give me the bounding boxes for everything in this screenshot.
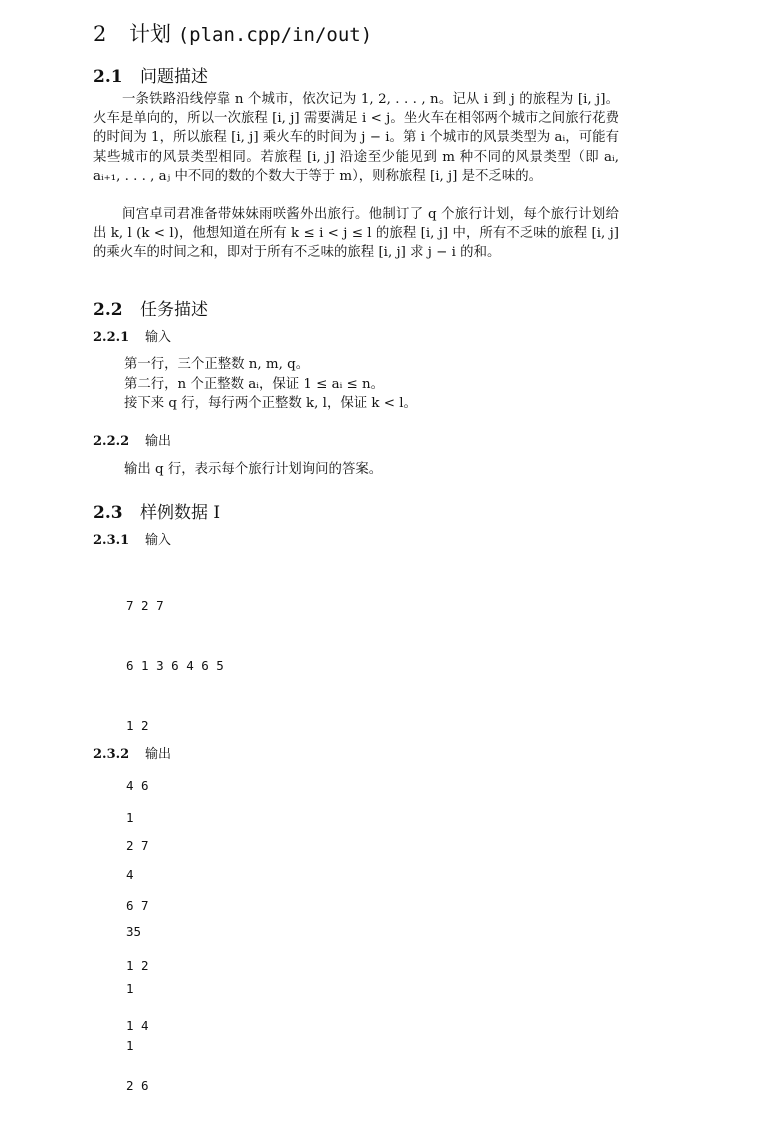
section-heading — [93, 18, 372, 48]
sample-input-line: 1 2 — [126, 958, 149, 973]
sample-output-line: 1 — [126, 810, 134, 825]
sample-input-line: 6 1 3 6 4 6 5 — [126, 658, 224, 673]
sample-output-number: 2.3.2 — [93, 747, 130, 762]
input-spec-line: 接下来 q 行，每行两个正整数 k, l，保证 k < l。 — [124, 396, 417, 411]
section-title: 计划 — [129, 22, 171, 46]
sample-input-number: 2.3.1 — [93, 533, 130, 548]
problem-number: 2.1 — [93, 67, 123, 87]
sample-input-heading — [93, 529, 171, 548]
task-number: 2.2 — [93, 300, 123, 320]
output-spec-number: 2.2.2 — [93, 434, 130, 449]
input-spec-title: 输入 — [145, 330, 172, 345]
sample-number: 2.3 — [93, 503, 123, 523]
sample-output-line: 4 — [126, 867, 134, 882]
input-spec-heading — [93, 326, 171, 345]
section-number: 2 — [93, 22, 107, 46]
output-spec-title: 输出 — [145, 434, 172, 449]
problem-heading — [93, 62, 208, 87]
sample-heading — [93, 498, 220, 523]
task-heading — [93, 295, 208, 320]
output-spec-line: 输出 q 行，表示每个旅行计划询问的答案。 — [124, 462, 383, 477]
problem-paragraph-1: 一条铁路沿线停靠 n 个城市，依次记为 1, 2, . . . , n。记从 i 到 j 的旅程为 [i, j]。火车是单向的，所以一次旅程 [i, j] 需要满足 i < j。坐火车在相邻两个城市之间旅行花费的时间为 1，所以旅程 [i, j] 乘火车的时间为 j − i。第 i 个城市的风景类型为 aᵢ，可能有某些城市的风景类型相同。若旅程 [i, j] 沿途至少能见到 m 种不同的风景类型（即 aᵢ, aᵢ₊₁, . . . , aⱼ 中不同的数的个数大于等于 m），则称旅程 [i, j] 是不乏味的。 — [93, 92, 619, 184]
sample-input-line: 6 7 — [126, 898, 149, 913]
sample-input-line: 7 2 7 — [126, 598, 164, 613]
section-file-spec: (plan.cpp/in/out) — [177, 24, 373, 46]
problem-title: 问题描述 — [140, 67, 208, 87]
sample-output-line: 35 — [126, 924, 142, 939]
sample-input-line: 2 6 — [126, 1078, 149, 1093]
problem-paragraph-2: 间宫卓司君准备带妹妹雨咲酱外出旅行。他制订了 q 个旅行计划，每个旅行计划给出 k, l (k < l)，他想知道在所有 k ≤ i < j ≤ l 的旅程 [i, j] 中，所有不乏味的旅程 [i, j] 的乘火车的时间之和，即对于所有不乏味的旅程 [i, j] 求 j − i 的和。 — [93, 207, 619, 261]
input-spec-number: 2.2.1 — [93, 330, 130, 345]
sample-input-title: 输入 — [145, 533, 172, 548]
sample-output-heading — [93, 743, 171, 762]
sample-input-line: 1 2 — [126, 718, 149, 733]
sample-input-line: 4 6 — [126, 778, 149, 793]
sample-output-block — [126, 770, 156, 1093]
sample-input-line: 1 4 — [126, 1018, 149, 1033]
task-title: 任务描述 — [140, 300, 208, 320]
sample-title: 样例数据 I — [140, 503, 221, 523]
sample-output-title: 输出 — [145, 747, 172, 762]
sample-output-line: 1 — [126, 1038, 134, 1053]
output-spec-heading — [93, 430, 171, 449]
input-spec-line: 第二行，n 个正整数 aᵢ，保证 1 ≤ aᵢ ≤ n。 — [124, 377, 385, 392]
sample-input-line: 2 7 — [126, 838, 149, 853]
input-spec-line: 第一行，三个正整数 n, m, q。 — [124, 357, 310, 372]
sample-output-line: 1 — [126, 981, 134, 996]
